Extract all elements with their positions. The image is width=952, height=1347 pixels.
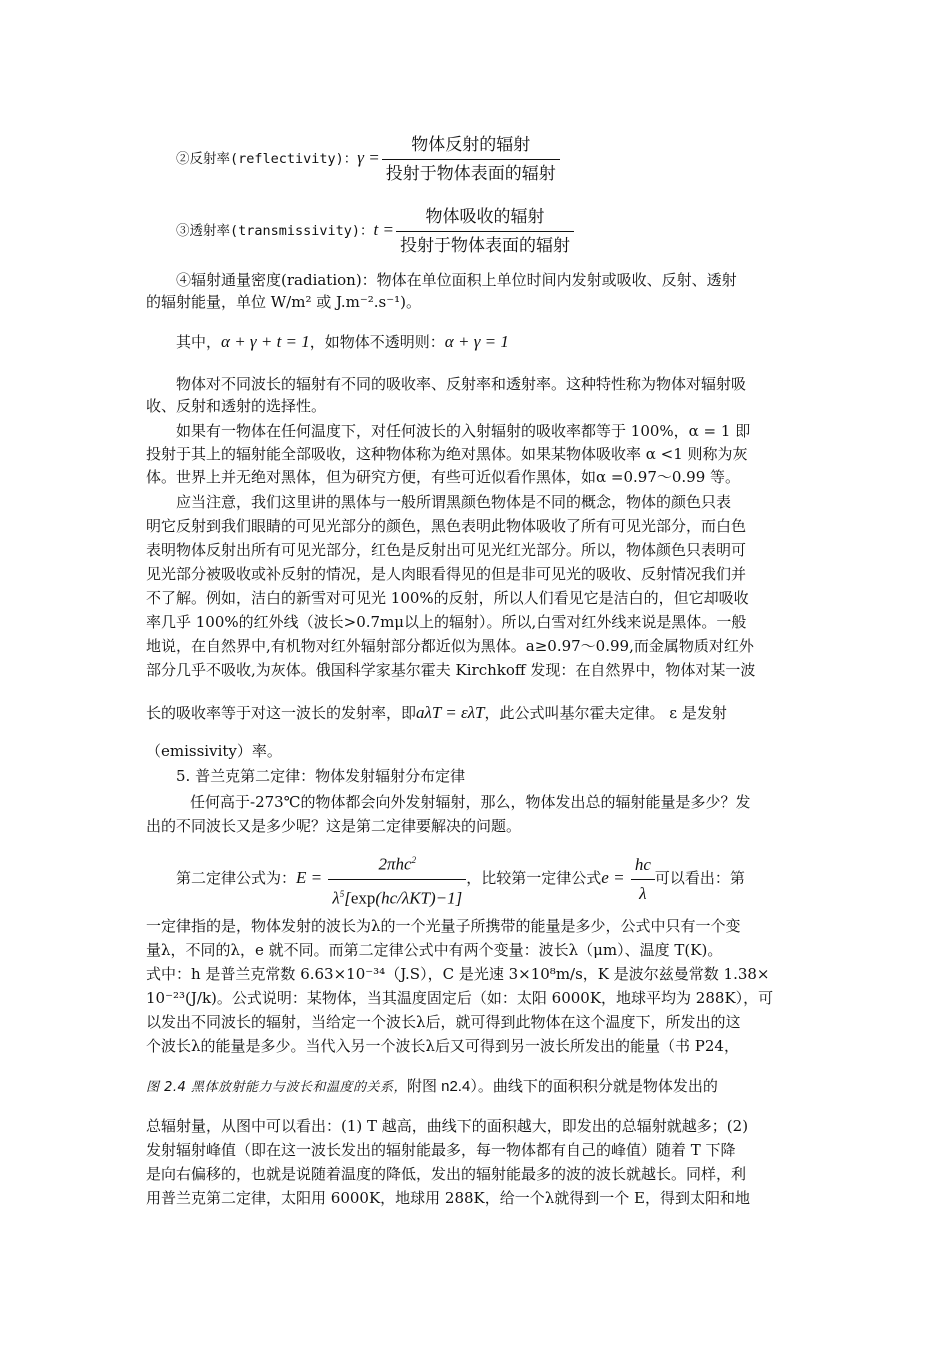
blackbody-line-2: 投射于其上的辐射能全部吸收，这种物体称为绝对黑体。如果某物体吸收率 α <1 则称为灰 <box>146 445 748 463</box>
relation-formula-total: α + γ + t = 1 <box>221 332 310 351</box>
selectivity-line-2: 收、反射和透射的选择性。 <box>146 397 327 415</box>
figure-attachment-ref: 附图 n2.4 <box>406 1078 471 1095</box>
planck-first-law-formula: e = $\frac{hc}{\lambda}$ <box>601 868 655 887</box>
section-5-heading: 5. 普兰克第二定律：物体发射辐射分布定律 <box>176 767 466 785</box>
color-line-6: 率几乎 100%的红外线（波长>0.7mμ以上的辐射）。所以,白雪对红外线来说是黑体。一般 <box>146 613 747 631</box>
color-line-7: 地说，在自然界中,有机物对红外辐射部分都近似为黑体。a≥0.97～0.99,而金属物质对红外 <box>146 637 754 655</box>
section-5-intro-1: 任何高于-273℃的物体都会向外发射辐射，那么，物体发出总的辐射能量是多少？发 <box>190 793 751 811</box>
section-5-intro-2: 出的不同波长又是多少呢？这是第二定律要解决的问题。 <box>146 817 522 835</box>
reflectivity-fraction <box>382 134 560 185</box>
reflectivity-symbol: γ = <box>357 148 380 167</box>
planck-compare-end: 可以看出：第 <box>654 869 745 887</box>
final-line-3: 是向右偏移的，也就是说随着温度的降低，发出的辐射能最多的波的波长就越长。同样，利 <box>146 1165 747 1183</box>
kirchhoff-formula: aλT = ελT <box>416 703 485 722</box>
explain-line-5: 以发出不同波长的辐射，当给定一个波长λ后，就可得到此物体在这个温度下，所发出的这 <box>146 1013 741 1031</box>
planck-second-law-formula: E = $\frac{2\pi hc^2}{\lambda^5[\exp(hc/\lambda KT)-1]}$ <box>296 868 466 887</box>
kirchhoff-line <box>146 700 810 726</box>
selectivity-line-1: 物体对不同波长的辐射有不同的吸收率、反射率和透射率。这种特性称为物体对辐射吸 <box>176 375 747 393</box>
reflectivity-numerator: 物体反射的辐射 <box>382 134 560 160</box>
explain-line-4: 10⁻²³(J/k)。公式说明：某物体，当其温度固定后（如：太阳 6000K，地球平均为 288K），可 <box>146 989 774 1007</box>
figure-caption-handwritten: 图 2.4 黑体放射能力与波长和温度的关系， <box>146 1080 407 1095</box>
transmissivity-numerator: 物体吸收的辐射 <box>396 206 574 232</box>
reflectivity-label: ②反射率(reflectivity)： <box>176 151 358 167</box>
transmissivity-label: ③透射率(transmissivity)： <box>176 223 374 239</box>
kirchhoff-suffix: ，此公式叫基尔霍夫定律。 ε 是发射 <box>484 704 727 722</box>
blackbody-line-1: 如果有一物体在任何温度下，对任何波长的入射辐射的吸收率都等于 100%，α = 1 即 <box>176 422 751 440</box>
explain-line-2: 量λ，不同的λ，e 就不同。而第二定律公式中有两个变量：波长λ（μm）、温度 T(K)。 <box>146 941 723 959</box>
planck-formula-line <box>176 848 810 908</box>
relation-middle: ，如物体不透明则： <box>309 333 445 351</box>
color-line-1: 应当注意，我们这里讲的黑体与一般所谓黑颜色物体是不同的概念，物体的颜色只表 <box>176 493 732 511</box>
radiation-line-2: 的辐射能量，单位 W/m² 或 J.m⁻².s⁻¹)。 <box>146 293 422 311</box>
reflectivity-definition <box>176 130 840 186</box>
final-line-4: 用普兰克第二定律，太阳用 6000K，地球用 288K，给一个λ就得到一个 E，得到太阳和地 <box>146 1189 750 1207</box>
transmissivity-fraction <box>396 206 574 257</box>
final-line-2: 发射辐射峰值（即在这一波长发出的辐射能最多，每一物体都有自己的峰值）随着 T 下降 <box>146 1141 736 1159</box>
explain-line-6: 个波长λ的能量是多少。当代入另一个波长λ后又可得到另一波长所发出的能量（书 P24， <box>146 1037 739 1055</box>
radiation-line-1: ④辐射通量密度(radiation)：物体在单位面积上单位时间内发射或吸收、反射、透射 <box>176 271 737 289</box>
relation-line <box>176 330 810 354</box>
transmissivity-denominator: 投射于物体表面的辐射 <box>400 235 570 256</box>
figure-reference-rest: ）。曲线下的面积积分就是物体发出的 <box>470 1077 718 1095</box>
color-line-5: 不了解。例如，洁白的新雪对可见光 100%的反射，所以人们看见它是洁白的，但它却吸收 <box>146 589 749 607</box>
color-line-4: 见光部分被吸收或补反射的情况，是人肉眼看得见的但是非可见光的吸收、反射情况我们并 <box>146 565 747 583</box>
planck-first-law-fraction: $\frac{hc}{\lambda}$ <box>631 854 655 905</box>
color-line-3: 表明物体反射出所有可见光部分，红色是反射出可见光红光部分。所以，物体颜色只表明可 <box>146 541 747 559</box>
explain-line-3: 式中：h 是普兰克常数 6.63×10⁻³⁴（J.S），C 是光速 3×10⁸m/s，K 是波尔兹曼常数 1.38× <box>146 965 770 983</box>
color-line-2: 明它反射到我们眼睛的可见光部分的颜色，黑色表明此物体吸收了所有可见光部分，而白色 <box>146 517 747 535</box>
blackbody-line-3: 体。世界上并无绝对黑体，但为研究方便，有些可近似看作黑体，如α =0.97～0.99 等。 <box>146 468 741 486</box>
color-line-8: 部分几乎不吸收,为灰体。俄国科学家基尔霍夫 Kirchkoff 发现：在自然界中，物体对某一波 <box>146 661 756 679</box>
planck-formula-label: 第二定律公式为： <box>176 869 297 887</box>
transmissivity-definition <box>176 202 840 258</box>
planck-compare-text: ，比较第一定律公式 <box>466 869 602 887</box>
kirchhoff-end: （emissivity）率。 <box>146 742 282 760</box>
relation-formula-opaque: α + γ = 1 <box>444 332 509 351</box>
reflectivity-denominator: 投射于物体表面的辐射 <box>385 163 556 184</box>
relation-prefix: 其中， <box>176 333 222 351</box>
planck-formula-fraction: $\frac{2\pi hc^2}{\lambda^5[\exp(hc/\lambda KT)-1]}$ <box>328 849 466 909</box>
transmissivity-symbol: t = <box>373 220 394 239</box>
figure-reference-line <box>146 1076 810 1098</box>
final-line-1: 总辐射量，从图中可以看出：(1) T 越高，曲线下的面积越大，即发出的总辐射就越多；(2) <box>146 1117 749 1135</box>
kirchhoff-prefix: 长的吸收率等于对这一波长的发射率，即 <box>146 704 417 722</box>
explain-line-1: 一定律指的是，物体发射的波长为λ的一个光量子所携带的能量是多少，公式中只有一个变 <box>146 917 741 935</box>
